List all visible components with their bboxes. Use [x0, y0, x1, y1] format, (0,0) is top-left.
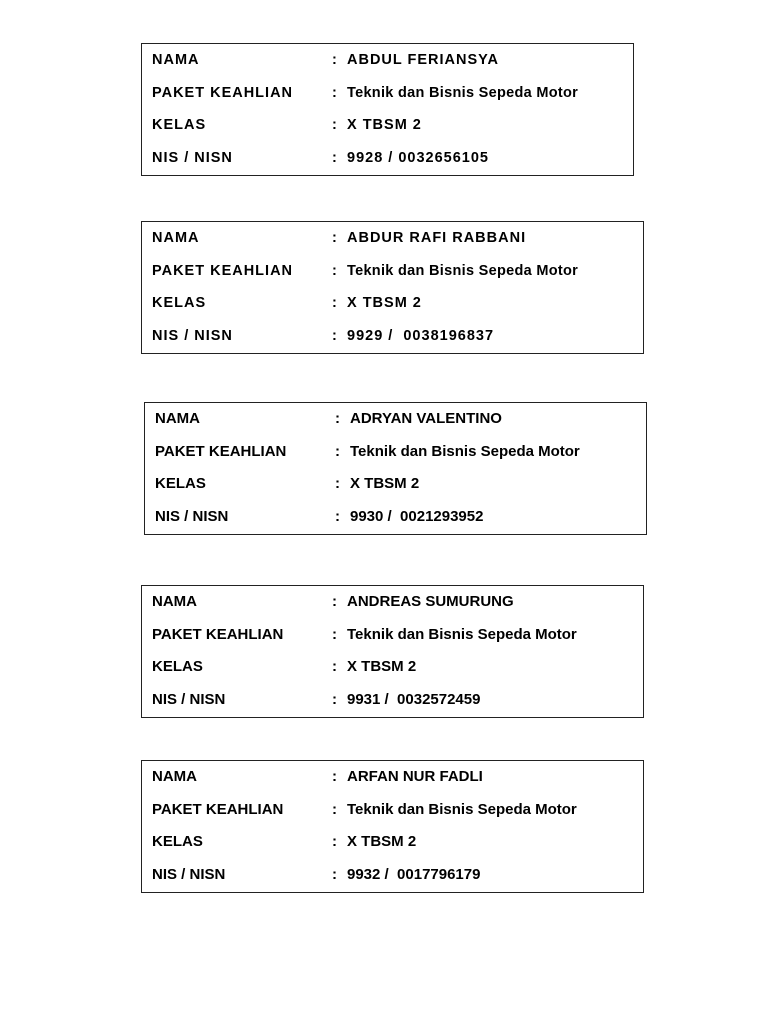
value-kelas: X TBSM 2: [347, 117, 422, 133]
label-nis-nisn: NIS / NISN: [155, 508, 229, 525]
label-nis-nisn: NIS / NISN: [152, 328, 233, 344]
value-nama: ANDREAS SUMURUNG: [347, 593, 514, 610]
value-paket-keahlian: Teknik dan Bisnis Sepeda Motor: [347, 85, 579, 101]
value-nama: ABDUR RAFI RABBANI: [347, 230, 527, 246]
row-nama: [152, 228, 637, 248]
value-nis-nisn: 9930 / 0021293952: [350, 508, 484, 525]
label-nis-nisn: NIS / NISN: [152, 866, 226, 883]
colon: :: [332, 117, 338, 133]
value-kelas: X TBSM 2: [347, 295, 422, 311]
value-nis-nisn: 9929 / 0038196837: [347, 328, 495, 344]
label-nama: NAMA: [152, 768, 197, 785]
value-kelas: X TBSM 2: [347, 658, 417, 675]
colon: :: [332, 626, 337, 643]
label-nama: NAMA: [152, 52, 200, 68]
label-kelas: KELAS: [152, 658, 203, 675]
row-nama: [152, 767, 637, 787]
colon: :: [335, 443, 340, 460]
colon: :: [332, 150, 338, 166]
row-kelas: [152, 293, 637, 313]
colon: :: [332, 833, 337, 850]
row-nama: [152, 50, 627, 70]
value-paket-keahlian: Teknik dan Bisnis Sepeda Motor: [347, 801, 577, 818]
row-nis-nisn: [155, 507, 640, 527]
row-paket-keahlian: [152, 625, 637, 645]
row-nama: [152, 592, 637, 612]
value-nama: ARFAN NUR FADLI: [347, 768, 483, 785]
student-card: [144, 402, 647, 535]
colon: :: [332, 801, 337, 818]
row-kelas: [152, 832, 637, 852]
row-paket-keahlian: [155, 442, 640, 462]
value-nama: ABDUL FERIANSYA: [347, 52, 499, 68]
value-nis-nisn: 9932 / 0017796179: [347, 866, 481, 883]
value-nis-nisn: 9931 / 0032572459: [347, 691, 481, 708]
student-card: [141, 221, 644, 354]
label-kelas: KELAS: [155, 475, 206, 492]
label-nama: NAMA: [155, 410, 200, 427]
row-paket-keahlian: [152, 83, 627, 103]
row-nis-nisn: [152, 148, 627, 168]
colon: :: [335, 475, 340, 492]
value-paket-keahlian: Teknik dan Bisnis Sepeda Motor: [347, 626, 577, 643]
label-paket-keahlian: PAKET KEAHLIAN: [152, 801, 284, 818]
student-card: [141, 43, 634, 176]
colon: :: [332, 658, 337, 675]
colon: :: [332, 295, 338, 311]
label-nis-nisn: NIS / NISN: [152, 150, 233, 166]
label-kelas: KELAS: [152, 295, 207, 311]
label-paket-keahlian: PAKET KEAHLIAN: [155, 443, 287, 460]
row-nis-nisn: [152, 326, 637, 346]
colon: :: [332, 230, 338, 246]
label-kelas: KELAS: [152, 833, 203, 850]
label-nama: NAMA: [152, 230, 200, 246]
label-nis-nisn: NIS / NISN: [152, 691, 226, 708]
value-paket-keahlian: Teknik dan Bisnis Sepeda Motor: [347, 263, 579, 279]
colon: :: [332, 52, 338, 68]
row-kelas: [152, 657, 637, 677]
label-nama: NAMA: [152, 593, 197, 610]
row-nis-nisn: [152, 690, 637, 710]
colon: :: [332, 328, 338, 344]
row-kelas: [152, 115, 627, 135]
colon: :: [332, 85, 338, 101]
label-paket-keahlian: PAKET KEAHLIAN: [152, 626, 284, 643]
student-card: [141, 585, 644, 718]
colon: :: [335, 410, 340, 427]
colon: :: [332, 263, 338, 279]
row-nama: [155, 409, 640, 429]
colon: :: [335, 508, 340, 525]
colon: :: [332, 866, 337, 883]
colon: :: [332, 691, 337, 708]
value-kelas: X TBSM 2: [347, 833, 417, 850]
label-paket-keahlian: PAKET KEAHLIAN: [152, 263, 294, 279]
value-kelas: X TBSM 2: [350, 475, 420, 492]
row-kelas: [155, 474, 640, 494]
row-paket-keahlian: [152, 800, 637, 820]
row-nis-nisn: [152, 865, 637, 885]
colon: :: [332, 768, 337, 785]
value-nis-nisn: 9928 / 0032656105: [347, 150, 489, 166]
row-paket-keahlian: [152, 261, 637, 281]
colon: :: [332, 593, 337, 610]
student-card: [141, 760, 644, 893]
label-kelas: KELAS: [152, 117, 207, 133]
value-paket-keahlian: Teknik dan Bisnis Sepeda Motor: [350, 443, 580, 460]
label-paket-keahlian: PAKET KEAHLIAN: [152, 85, 294, 101]
value-nama: ADRYAN VALENTINO: [350, 410, 502, 427]
